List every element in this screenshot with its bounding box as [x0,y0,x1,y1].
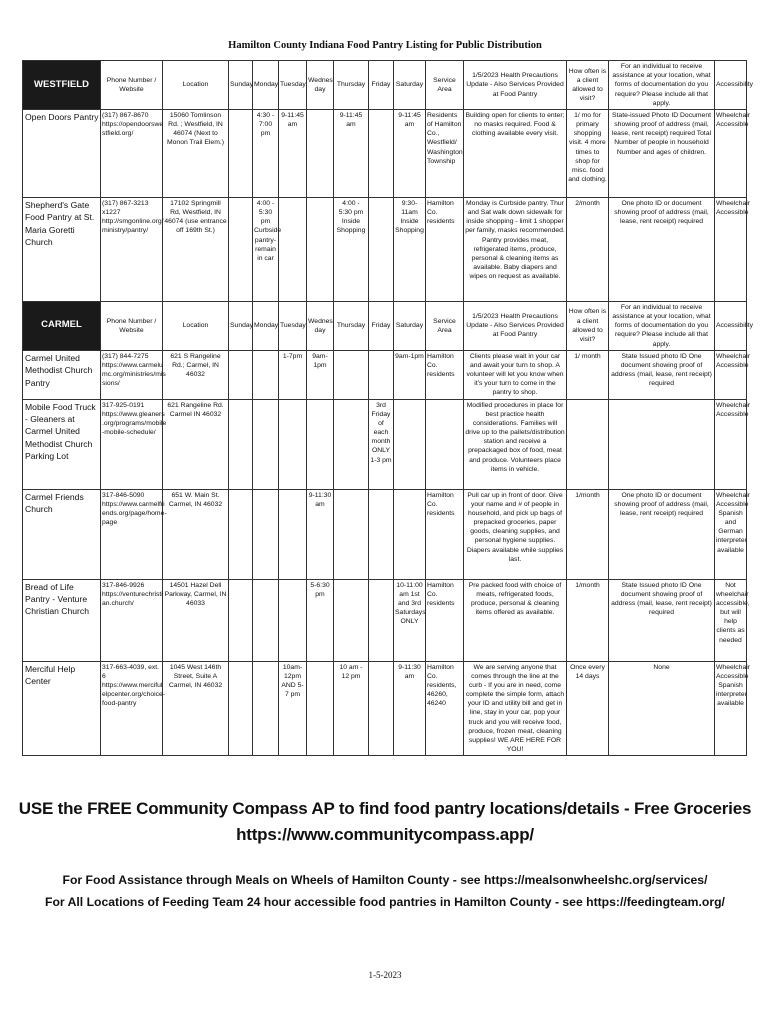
header-service-area: Service Area [426,301,464,350]
cell-service-area: Hamilton Co. residents [426,350,464,399]
feeding-team-note: For All Locations of Feeding Team 24 hour accessible food pantries in Hamilton County - see https://feedingteam.org/ [45,894,725,909]
cell-sunday [229,579,253,661]
additional-resources [0,870,770,914]
header-how-often: How often is a client allowed to visit? [567,61,609,110]
table-row [23,109,747,197]
cell-phone[interactable]: 317-846-5090 https://www.carmelfri ends.org/page/home- page [101,489,163,579]
header-sunday: Sunday [229,61,253,110]
cell-location: 15060 Tomlinson Rd. ; Westfield, IN 46074 (Next to Monon Trail Elem.) [163,109,229,197]
header-friday: Friday [369,61,394,110]
cell-tuesday: 1-7pm [279,350,307,399]
cell-phone[interactable]: (317) 844-7275 https://www.carmelu mc.org/ministries/mis sions/ [101,350,163,399]
header-documentation: For an individual to receive assistance at your location, what forms of documentation do you require? Please include all that apply. [609,301,715,350]
cell-phone[interactable]: 317-846-9926 https://venturechristi an.church/ [101,579,163,661]
cell-friday [369,661,394,756]
header-precautions: 1/5/2023 Health Precautions Update - Also Services Provided at Food Pantry [464,61,567,110]
cell-service-area: Hamilton Co. residents, 46260, 46240 [426,661,464,756]
header-thursday: Thursday [334,61,369,110]
header-saturday: Saturday [394,61,426,110]
header-documentation: For an individual to receive assistance at your location, what forms of documentation do you require? Please include all that apply. [609,61,715,110]
carmel-section [23,301,754,755]
header-location: Location [163,301,229,350]
cell-accessibility: Wheelchair Accessible [715,350,747,399]
cell-phone[interactable]: 317-925-0191 https://www.gleaners .org/programs/mobile -mobile-schedule/ [101,399,163,489]
cell-name: Shepherd's Gate Food Pantry at St. Maria Goretti Church [23,197,101,301]
cell-accessibility: Wheelchair Accessible Spanish interpreter available [715,661,747,756]
cell-documentation [609,399,715,489]
cell-wednesday [307,399,334,489]
cell-how-often: 1/ month [567,350,609,399]
cell-wednesday [307,197,334,301]
header-location: Location [163,61,229,110]
cell-precautions: We are serving anyone that comes through the line at the curb - If you are in need, come complete the simple form, attach your ID and utility bill and get in line, stay in your car, pop your truck and you will receive food, produce, frozen meat, cleaning supplies! WE ARE HERE FOR YOU! [464,661,567,756]
cell-sunday [229,399,253,489]
table-row [23,661,747,756]
cell-friday: 3rd Friday of each month ONLY 1-3 pm [369,399,394,489]
cell-thursday [334,579,369,661]
header-sunday: Sunday [229,301,253,350]
header-saturday: Saturday [394,301,426,350]
cell-sunday [229,350,253,399]
cell-location: 621 Rangeline Rd. Carmel IN 46032 [163,399,229,489]
cell-name: Mobile Food Truck - Gleaners at Carmel United Methodist Church Parking Lot [23,399,101,489]
cell-thursday [334,399,369,489]
cell-service-area: Residents of Hamilton Co., Westfield/ Washington Township [426,109,464,197]
cell-name: Open Doors Pantry [23,109,101,197]
cell-phone[interactable]: (317) 867-3213 x1227 http://smgonline.org/ ministry/pantry/ [101,197,163,301]
cell-saturday: 9:30-11am Inside Shopping [394,197,426,301]
cell-thursday: 9-11:45 am [334,109,369,197]
cell-friday [369,109,394,197]
cell-tuesday [279,579,307,661]
table-row [23,489,747,579]
cell-precautions: Monday is Curbside pantry. Thur and Sat walk down sidewalk for inside shopping - limit 1 shopper per family, masks recommended. Pantry provides meat, refrigerated items, produce, personal & cleaning items as available. Baby diapers and wipes on request as available. [464,197,567,301]
header-phone: Phone Number / Website [101,61,163,110]
table-row [23,197,747,301]
cell-thursday [334,350,369,399]
cell-documentation: State-issued Photo ID Document showing proof of address (mail, lease, rent receipt) required Total Number of people in household Number and ages of children. [609,109,715,197]
cell-friday [369,350,394,399]
cell-accessibility: Not wheelchair accessible, but will help clients as needed [715,579,747,661]
cell-tuesday [279,489,307,579]
cell-tuesday [279,197,307,301]
meals-on-wheels-note: For Food Assistance through Meals on Wheels of Hamilton County - see https://mealsonwheelshc.org/services/ [62,873,708,887]
cell-service-area: Hamilton Co. residents [426,579,464,661]
cell-accessibility: Wheelchair Accessible [715,197,747,301]
header-wednesday: Wednes day [307,301,334,350]
cell-wednesday: 5-6:30 pm [307,579,334,661]
header-thursday: Thursday [334,301,369,350]
cell-service-area: Hamilton Co. residents [426,197,464,301]
cell-phone[interactable]: 317-663-4039, ext. 6 https://www.merciful elpcenter.org/choice- food-pantry [101,661,163,756]
cell-sunday [229,661,253,756]
header-phone: Phone Number / Website [101,301,163,350]
cell-monday: 4:30 - 7:00 pm [253,109,279,197]
community-compass-link[interactable]: https://www.communitycompass.app/ [236,825,534,845]
cell-monday [253,579,279,661]
cell-name: Bread of Life Pantry - Venture Christian Church [23,579,101,661]
header-accessibility: Accessibility [715,61,747,110]
header-tuesday: Tuesday [279,61,307,110]
cell-location: 1045 West 146th Street, Suite A Carmel, IN 46032 [163,661,229,756]
cell-name: Merciful Help Center [23,661,101,756]
cell-documentation: None [609,661,715,756]
cell-precautions: Pre packed food with choice of meats, refrigerated foods, produce, personal & cleaning items offered as available. [464,579,567,661]
cell-monday [253,399,279,489]
cell-precautions: Building open for clients to enter; no masks required. Food & clothing available every visit. [464,109,567,197]
header-tuesday: Tuesday [279,301,307,350]
cell-tuesday [279,399,307,489]
cell-saturday: 9-11:30 am [394,661,426,756]
cell-monday [253,350,279,399]
cell-monday [253,489,279,579]
header-precautions: 1/5/2023 Health Precautions Update - Also Services Provided at Food Pantry [464,301,567,350]
cell-saturday [394,489,426,579]
cell-location: 651 W. Main St. Carmel, IN 46032 [163,489,229,579]
table-row [23,350,747,399]
cell-monday [253,661,279,756]
cell-precautions: Clients please wait in your car and await your turn to shop. A volunteer will let you know when it's your turn to come in the pantry to shop. [464,350,567,399]
westfield-section [23,61,754,302]
cell-how-often: 1/month [567,489,609,579]
cell-wednesday: 9-11:30 am [307,489,334,579]
cell-wednesday [307,661,334,756]
cell-monday: 4:00 - 5:30 pm Curbside pantry- remain in car [253,197,279,301]
cell-documentation: One photo ID or document showing proof of address (mail, lease, rent receipt) required [609,197,715,301]
header-friday: Friday [369,301,394,350]
cell-precautions: Pull car up in front of door. Give your name and # of people in household, and pick up bags of prepacked groceries, paper goods, cleaning supplies, and personal hygiene supplies. Diapers available while supplies last. [464,489,567,579]
cell-saturday: 9-11:45 am [394,109,426,197]
header-monday: Monday [253,301,279,350]
community-compass-text: USE the FREE Community Compass AP to find food pantry locations/details - Free Groceries [18,799,752,818]
cell-service-area [426,399,464,489]
carmel-header-row [23,301,747,350]
cell-documentation: One photo ID or document showing proof of address (mail, lease, rent receipt) required [609,489,715,579]
header-monday: Monday [253,61,279,110]
cell-how-often [567,399,609,489]
section-label-carmel: CARMEL [23,301,101,350]
cell-thursday: 10 am - 12 pm [334,661,369,756]
table-row [23,399,747,489]
westfield-header-row [23,61,747,110]
cell-friday [369,197,394,301]
cell-sunday [229,197,253,301]
cell-service-area: Hamilton Co. residents [426,489,464,579]
cell-sunday [229,109,253,197]
cell-documentation: State Issued photo ID One document showing proof of address (mail, lease, rent receipt) required [609,579,715,661]
cell-sunday [229,489,253,579]
cell-tuesday: 10am- 12pm AND 5-7 pm [279,661,307,756]
page-title: Hamilton County Indiana Food Pantry Listing for Public Distribution [228,40,542,51]
pantry-table [22,60,754,756]
cell-location: 621 S Rangeline Rd.; Carmel, IN 46032 [163,350,229,399]
cell-thursday: 4:00 - 5:30 pm Inside Shopping [334,197,369,301]
cell-location: 14501 Hazel Dell Parkway, Carmel, IN 46033 [163,579,229,661]
cell-friday [369,579,394,661]
header-how-often: How often is a client allowed to visit? [567,301,609,350]
cell-how-often: 2/month [567,197,609,301]
cell-wednesday: 9am- 1pm [307,350,334,399]
header-service-area: Service Area [426,61,464,110]
cell-how-often: 1/month [567,579,609,661]
community-compass-banner [0,796,770,849]
cell-name: Carmel United Methodist Church Pantry [23,350,101,399]
cell-how-often: 1/ mo for primary shopping visit. 4 more times to shop for misc. food and clothing. [567,109,609,197]
cell-accessibility: Wheelchair Accessible Spanish and German interpreter available [715,489,747,579]
cell-precautions: Modified procedures in place for best practice health considerations. Families will drive up to the pallets/distribution station and receive a prepackaged box of food, meat and produce. Volunteers place items in vehicle. [464,399,567,489]
cell-wednesday [307,109,334,197]
table-row [23,579,747,661]
cell-name: Carmel Friends Church [23,489,101,579]
cell-friday [369,489,394,579]
cell-documentation: State Issued photo ID One document showing proof of address (mail, lease, rent receipt) required [609,350,715,399]
cell-how-often: Once every 14 days [567,661,609,756]
cell-tuesday: 9-11:45 am [279,109,307,197]
cell-saturday [394,399,426,489]
cell-location: 17102 Springmill Rd, Westfield, IN 46074 (use entrance off 169th St.) [163,197,229,301]
cell-phone[interactable]: (317) 867-8670 https://opendoorswe stfield.org/ [101,109,163,197]
cell-thursday [334,489,369,579]
cell-saturday: 9am-1pm [394,350,426,399]
cell-accessibility: Wheelchair Accessible [715,399,747,489]
document-date: 1-5-2023 [368,970,402,980]
header-wednesday: Wednes day [307,61,334,110]
section-label-westfield: WESTFIELD [23,61,101,110]
header-accessibility: Accessibility [715,301,747,350]
cell-accessibility: Wheelchair Accessible [715,109,747,197]
cell-saturday: 10-11:00 am 1st and 3rd Saturdays ONLY [394,579,426,661]
